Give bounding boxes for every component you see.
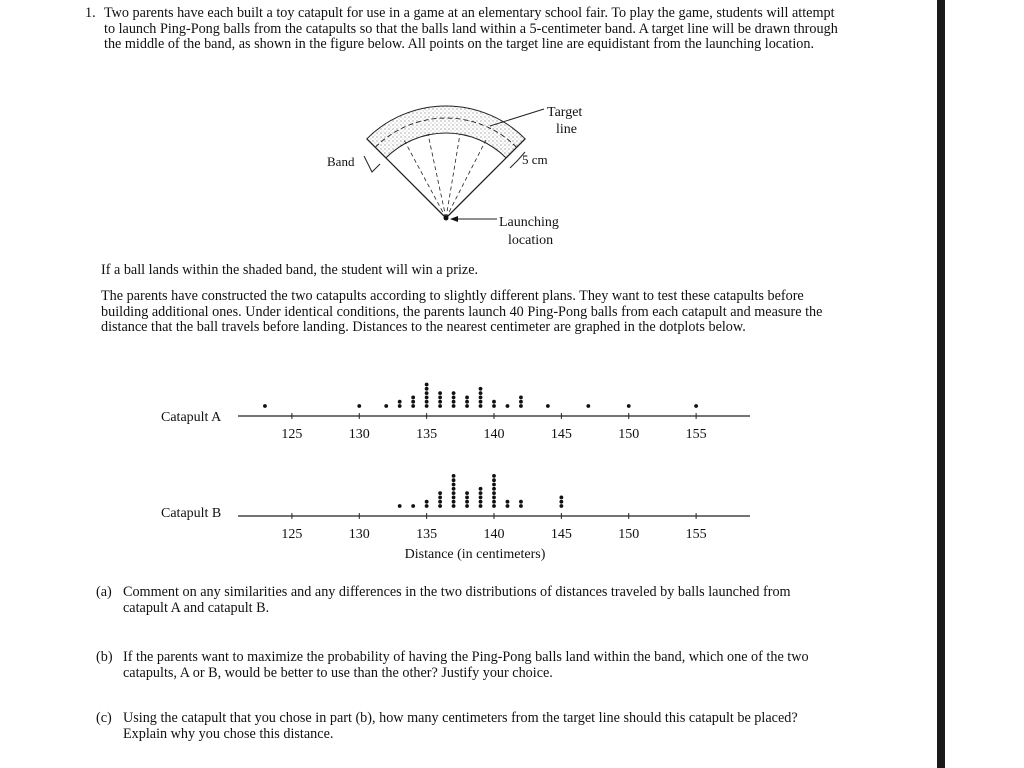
part-a-label: (a) (96, 584, 112, 600)
data-dot (438, 491, 442, 495)
data-dot (425, 391, 429, 395)
data-dot (425, 396, 429, 400)
data-dot (492, 487, 496, 491)
tick-label: 125 (281, 527, 303, 542)
data-dot (438, 396, 442, 400)
data-dot (492, 400, 496, 404)
data-dot (694, 404, 698, 408)
dotplot-a (238, 383, 750, 442)
data-dot (438, 404, 442, 408)
data-dot (479, 396, 483, 400)
data-dot (559, 500, 563, 504)
page-margin (945, 0, 1024, 768)
data-dot (559, 496, 563, 500)
data-dot (559, 504, 563, 508)
data-dot (519, 500, 523, 504)
data-dot (411, 504, 415, 508)
part-c-label: (c) (96, 710, 112, 726)
part-c-text: Using the catapult that you chose in part (b), how many centimeters from the target line should this catapult be placed? Explain why you chose this distance. (123, 710, 798, 742)
plans-text: The parents have constructed the two catapults according to slightly different plans. They want to test these catapults before building additional ones. Under identical conditions, the parents launch 40 Ping-Pong balls from each catapult and measure the distance that the ball travels before landing. Distances to the nearest centimeter are graphed in the dotplots below. (101, 288, 823, 335)
data-dot (465, 400, 469, 404)
sector-edge-left (367, 139, 446, 218)
page-edge (937, 0, 945, 768)
data-dot (425, 387, 429, 391)
dotplot-b (238, 474, 750, 542)
data-dot (357, 404, 361, 408)
data-dot (452, 500, 456, 504)
data-dot (438, 496, 442, 500)
data-dot (492, 483, 496, 487)
data-dot (452, 487, 456, 491)
data-dot (506, 404, 510, 408)
tick-label: 140 (483, 527, 505, 542)
tick-label: 145 (550, 427, 572, 442)
data-dot (479, 500, 483, 504)
prize-text: If a ball lands within the shaded band, the student will win a prize. (101, 262, 479, 278)
launch-label-2: location (508, 233, 554, 248)
part-b-label: (b) (96, 649, 113, 665)
data-dot (452, 391, 456, 395)
data-dot (506, 500, 510, 504)
data-dot (465, 404, 469, 408)
shaded-band (367, 106, 525, 158)
data-dot (465, 504, 469, 508)
data-dot (398, 404, 402, 408)
catapult-b-label: Catapult B (161, 506, 222, 521)
data-dot (438, 391, 442, 395)
data-dot (479, 504, 483, 508)
data-dot (546, 404, 550, 408)
tick-label: 150 (618, 527, 640, 542)
target-label-1: Target (547, 105, 583, 120)
data-dot (586, 404, 590, 408)
data-dot (425, 404, 429, 408)
data-dot (465, 491, 469, 495)
target-label-2: line (556, 122, 577, 137)
data-dot (479, 404, 483, 408)
tick-label: 150 (618, 427, 640, 442)
problem-number: 1. (85, 5, 96, 21)
part-a-text: Comment on any similarities and any differences in the two distributions of distances traveled by balls launched from catapult A and catapult B. (123, 584, 791, 616)
data-dot (411, 400, 415, 404)
catapult-a-label: Catapult A (161, 410, 222, 425)
tick-label: 130 (348, 427, 370, 442)
data-dot (452, 478, 456, 482)
data-dot (425, 400, 429, 404)
band-label: Band (327, 154, 355, 169)
band-figure (300, 88, 620, 258)
data-dot (398, 504, 402, 508)
data-dot (425, 504, 429, 508)
data-dot (438, 500, 442, 504)
launch-label-1: Launching (499, 215, 559, 230)
tick-label: 135 (416, 427, 438, 442)
launch-point (444, 216, 449, 221)
tick-label: 155 (685, 427, 707, 442)
data-dot (479, 496, 483, 500)
width-label: 5 cm (522, 152, 548, 167)
data-dot (465, 396, 469, 400)
data-dot (411, 404, 415, 408)
data-dot (452, 400, 456, 404)
data-dot (506, 504, 510, 508)
data-dot (492, 504, 496, 508)
data-dot (492, 478, 496, 482)
data-dot (384, 404, 388, 408)
data-dot (465, 500, 469, 504)
data-dot (452, 491, 456, 495)
data-dot (479, 387, 483, 391)
data-dot (438, 504, 442, 508)
data-dot (465, 496, 469, 500)
part-b-text: If the parents want to maximize the probability of having the Ping-Pong balls land within the band, which one of the two catapults, A or B, would be better to use than the other? Justify your choice. (123, 649, 809, 681)
data-dot (452, 496, 456, 500)
dotplots (150, 360, 760, 570)
data-dot (492, 404, 496, 408)
tick-label: 135 (416, 527, 438, 542)
data-dot (479, 487, 483, 491)
data-dot (519, 400, 523, 404)
data-dot (519, 504, 523, 508)
data-dot (479, 491, 483, 495)
data-dot (263, 404, 267, 408)
data-dot (519, 396, 523, 400)
data-dot (425, 383, 429, 387)
data-dot (452, 396, 456, 400)
tick-label: 145 (550, 527, 572, 542)
data-dot (438, 400, 442, 404)
data-dot (452, 474, 456, 478)
target-pointer (490, 109, 544, 126)
data-dot (398, 400, 402, 404)
data-dot (492, 496, 496, 500)
tick-label: 155 (685, 527, 707, 542)
data-dot (425, 500, 429, 504)
data-dot (479, 400, 483, 404)
data-dot (492, 491, 496, 495)
data-dot (627, 404, 631, 408)
data-dot (452, 483, 456, 487)
data-dot (519, 404, 523, 408)
data-dot (479, 391, 483, 395)
flight-paths (404, 134, 486, 218)
x-axis-label: Distance (in centimeters) (404, 547, 546, 562)
band-brace (364, 156, 380, 172)
tick-label: 140 (483, 427, 505, 442)
tick-label: 130 (348, 527, 370, 542)
data-dot (492, 500, 496, 504)
data-dot (452, 404, 456, 408)
data-dot (452, 504, 456, 508)
data-dot (411, 396, 415, 400)
data-dot (492, 474, 496, 478)
problem-intro: Two parents have each built a toy catapult for use in a game at an elementary school fair. To play the game, students will attempt to launch Ping-Pong balls from the catapults so that the balls land within a 5-centimeter band. A target line will be drawn through the middle of the band, as shown in the figure below. All points on the target line are equidistant from the launching location. (104, 5, 838, 52)
tick-label: 125 (281, 427, 303, 442)
sector-edge-right (446, 139, 525, 218)
